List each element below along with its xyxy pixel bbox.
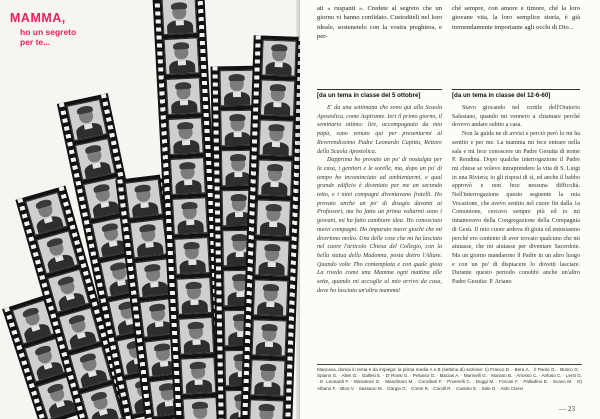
- boy-portrait-photo: [170, 157, 206, 195]
- boy-portrait-photo: [58, 307, 101, 351]
- class-list-footer: Mancava, domai in tema e da impiego: la prima media A e B (settima di) sezione: 1) Franco D. · Bera A. · Il Paolo G. · Bosco G. · Spiano G. · Alles G. · Gallesi E. · D' Rossi G. · Pelusso G. · Macias A. · Marinelli G. · Marano B. · Ariosso C. · Anfuso C. · Lenti G. · E. Leonardi F. · Miceatore G. · Mandinaro M. · Conciliari F. · Poverelli C. · Duggi M. · Forcari F. · Palladino E. · Scavo M. · D) Albano F. · Bloo V. · Sassano M. · Gargia G. · Conte R. · Corvill R. · Cantino E. · Sale D. · Aldo Ctersi: [317, 367, 582, 391]
- title-line-2: ho un segreto: [20, 27, 77, 38]
- paragraph: Stavo giocando nel cortile dell'Oratorio Salesiano, quando mi vennero a chiamare perché dovevo andare subito a casa.: [452, 105, 580, 129]
- essay-body-col2: [452, 104, 580, 287]
- boy-portrait-photo: [47, 269, 90, 313]
- boy-portrait-photo: [254, 239, 289, 276]
- boy-portrait-photo: [125, 179, 163, 219]
- boy-portrait-photo: [164, 37, 200, 75]
- boy-portrait-photo: [261, 40, 296, 77]
- boy-portrait-photo: [69, 346, 112, 390]
- paragraph: E' da una settimana che sono qui alla Scuola Apostolica, come Aspirante. Ieri il primo giorno, il seminario ottimo: lire, accompagnato da mio papà, sono venuto qui per presentarmi al Reverendissimo Padre Leonardo Capitta, Rettore della Scuola Apostolica.: [317, 105, 442, 155]
- boy-portrait-photo: [166, 77, 202, 115]
- boy-portrait-photo: [250, 359, 285, 396]
- boy-portrait-photo: [80, 384, 123, 419]
- boy-portrait-photo: [172, 197, 208, 235]
- boy-portrait-photo: [253, 279, 288, 316]
- page-number: — 23: [559, 405, 575, 413]
- boy-portrait-photo: [252, 319, 287, 356]
- paragraph: Non la guida ne di avvisi e perciò però lo mi ha sentito e per me. La mamma mi fece entrare nella sala e mi fece conoscere un Padre Gesuita di nome P. Rendina. Dopo qualche interrogazione il Padre mi chiese se volevo intraprendere la vita di S. Luigi in una Riviera; io gli risposi di sì, ed anche il babbo approvò e non fece nessuna difficoltà. Nell'interrogazione questo seguente la mia Vocazione, che avevo sentito nel cuore fin dalla 1a Comunione, cercavo sempre più ed io mi innamoravo della Congregazione della Compagnia di Gesù. Il mio cuore ardeva di gioia ed entusiasmo perché ero contento di aver trovato qualcuno che mi aiutasse, che mi aiutasse per diventare Sacerdote. Ma un giorno mandarono il Padre in un altro luogo e con un po' di dispiacere lo dovetti lasciare. Durante questo periodo conobbi anche un'altro Padre Gesuita: P. Ariano: [452, 131, 580, 286]
- boy-portrait-photo: [259, 119, 294, 156]
- boy-portrait-photo: [249, 399, 284, 419]
- paragraph: Dapprima ho provato un po' di nostalgia per la casa, i genitori e le sorelle, ma, dopo un po' di tempo ho incominciato ad ambientarmi, e qual grande edificio è diventato per me un secondo tetto, e i miei compagni diventavano fratelli. Ho provato anche un po' di disagio davanti ai Professori, ma ho fatto un prima voltarmi sono i giovani, mi ha fatto cambiare idea. Ho conosciuto nuovi compagni. Ho imparato nuovi giochi che mi divertono molto. Una delle cose che mi ha lasciato nel cuore l'articolo Chiesa del Collegio, con la bella statua della Madonna, posta dietro l'Altare. Quando volte Tho contemplata e con quale gioia La rivedo come una Mamma ogni mattina alle sette, quando mi accoglie al mio arrivo da casa, dove ho lasciato un'altra mamma!: [317, 157, 442, 294]
- page-title: [10, 8, 76, 48]
- boy-portrait-photo: [256, 199, 291, 236]
- essay-heading-col2: [da un tema in classe del 12-6-60]: [452, 92, 551, 99]
- section-rule-col2: [452, 89, 580, 90]
- boy-portrait-photo: [220, 70, 255, 107]
- boy-portrait-photo: [178, 317, 214, 355]
- boy-portrait-photo: [180, 357, 216, 395]
- footer-rule: [317, 364, 582, 365]
- intro-text-col2: ché sempre, con amore e timore, ché la loro giovane vita, la loro semplice storia, è già tremendamente importante agli occhi di Dio...: [452, 5, 580, 31]
- intro-text-col1: ati « ruspanti ». Credete al segreto che un giorno vi hanno confidato. Custoditeli nel loro ideale, sostenetelo con la vostra preghiera, e per-: [317, 5, 442, 41]
- boy-portrait-photo: [176, 277, 212, 315]
- boy-portrait-photo: [130, 219, 168, 259]
- boy-portrait-photo: [25, 192, 68, 236]
- section-rule-col1: [317, 89, 442, 90]
- page-number-value: 23: [568, 405, 575, 413]
- boy-portrait-photo: [168, 117, 204, 155]
- boy-portrait-photo: [257, 159, 292, 196]
- boy-portrait-photo: [183, 397, 219, 419]
- title-line-1: MAMMA,: [10, 11, 66, 25]
- boy-portrait-photo: [75, 138, 116, 180]
- essay-body-col1: [317, 104, 442, 295]
- title-line-3: per te...: [20, 37, 51, 48]
- boy-portrait-photo: [260, 80, 295, 117]
- boy-portrait-photo: [174, 237, 210, 275]
- boy-portrait-photo: [36, 230, 79, 274]
- boy-portrait-photo: [162, 0, 198, 35]
- essay-heading-col1: [da un tema in classe del 5 ottobre]: [317, 92, 421, 99]
- boy-portrait-photo: [67, 99, 108, 141]
